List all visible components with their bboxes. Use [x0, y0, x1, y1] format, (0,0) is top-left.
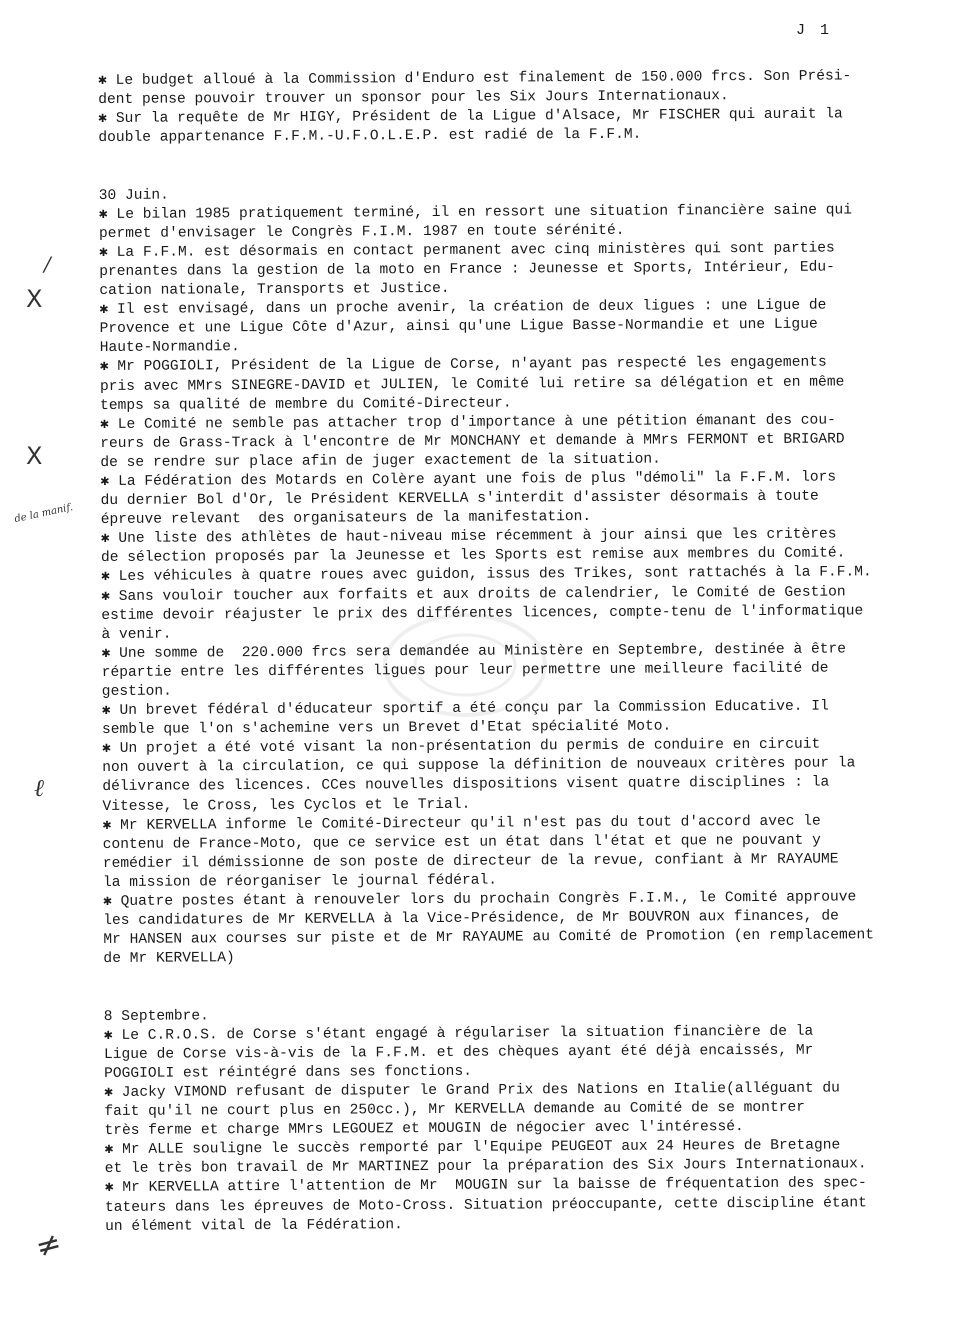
text-line: répartie entre les différentes ligues pour leur permettre une meilleure facilité de	[101, 660, 829, 681]
text-line: Haute-Normandie.	[99, 339, 240, 357]
margin-note-cross-2: X	[26, 442, 43, 470]
text-line: très ferme et charge MMrs LEGOUEZ et MOUGIN de négocier avec l'intéressé.	[104, 1119, 744, 1140]
margin-note-handwritten: de la manif.	[13, 501, 74, 526]
text-line: les candidatures de Mr KERVELLA à la Vice-Présidence, de Mr BOUVRON aux finances, de	[103, 908, 839, 930]
text-line: double appartenance F.F.M.-U.F.O.L.E.P. est radié de la F.F.M.	[98, 126, 642, 147]
text-line: remédier il démissionne de son poste de directeur de la revue, confiant à Mr RAYAUME	[102, 851, 839, 872]
text-line: permet d'envisager le Congrès F.I.M. 1987 en toute sérénité.	[98, 222, 625, 242]
text-line: fait qu'il ne court plus en 250cc.), Mr KERVELLA demande au Comité de se montrer	[104, 1099, 806, 1121]
text-line: ✱ Il est envisagé, dans un proche avenir, la création de deux ligues : une Ligue de	[99, 297, 827, 319]
text-line: de se rendre sur place afin de juger exactement de la situation.	[100, 451, 661, 471]
text-line: ✱ Une liste des athlètes de haut-niveau mise récemment à jour ainsi que les critères	[100, 526, 837, 548]
text-line: ✱ Le C.R.O.S. de Corse s'étant engagé à régulariser la situation financière de la	[103, 1023, 814, 1044]
text-line: ✱ Quatre postes étant à renouveler lors du prochain Congrès F.I.M., le Comité approuve	[103, 889, 857, 911]
text-line: contenu de France-Moto, que ce service est un état dans l'état et que ne pouvant y	[102, 832, 821, 853]
text-line: ✱ Mr KERVELLA informe le Comité-Directeur qu'il n'est pas du tout d'accord avec le	[102, 813, 821, 834]
text-line: Ligue de Corse vis-à-vis de la F.F.M. et des chèques ayant été déjà encaissés, Mr	[103, 1042, 814, 1063]
text-line: Mr HANSEN aux courses sur piste et de Mr RAYAUME au Comité de Promotion (en remplacement	[103, 927, 875, 949]
text-line: ✱ Un projet a été voté visant la non-présentation du permis de conduire en circuit	[102, 736, 821, 758]
text-line: la mission de réorganiser le journal fédéral.	[102, 872, 498, 891]
text-line: dent pense pouvoir trouver un sponsor pour les Six Jours Internationaux.	[98, 88, 729, 109]
text-line: de sélection proposés par la Jeunesse et les Sports est remise aux membres du Comité.	[100, 545, 846, 567]
text-line: ✱ Les véhicules à quatre roues avec guidon, issus des Trikes, sont rattachés à la F.F.M.	[101, 564, 872, 586]
text-line: Vitesse, le Cross, les Cyclos et le Trial.	[102, 796, 471, 815]
text-line: ✱ Mr POGGIOLI, Président de la Ligue de Corse, n'ayant pas respecté les engagements	[99, 354, 827, 376]
text-line: de Mr KERVELLA)	[103, 950, 235, 968]
text-line: ✱ La Fédération des Motards en Colère ayant une fois de plus "démoli" la F.F.M. lors	[100, 469, 837, 490]
text-line: ✱ Un brevet fédéral d'éducateur sportif a été conçu par la Commission Educative. Il	[101, 698, 829, 720]
text-line: ✱ Jacky VIMOND refusant de disputer le Grand Prix des Nations en Italie(alléguant du	[104, 1080, 840, 1101]
text-line: ✱ Le Comité ne semble pas attacher trop d'importance à une pétition émanant des cou-	[100, 412, 836, 433]
text-line: à venir.	[101, 626, 172, 643]
text-line: ✱ La F.F.M. est désormais en contact permanent avec cinq ministères qui sont parties	[99, 240, 835, 261]
text-line: ✱ Sans vouloir toucher aux forfaits et aux droits de calendrier, le Comité de Gestion	[101, 583, 846, 605]
watermark-stamp	[380, 610, 550, 720]
margin-note-loop: ℓ	[34, 774, 44, 802]
text-line: gestion.	[101, 683, 172, 700]
margin-note-scribble: ≠	[31, 1225, 66, 1266]
text-line: ✱ Le bilan 1985 pratiquement terminé, il en ressort une situation financière saine qui	[98, 202, 853, 223]
text-line: ✱ Le budget alloué à la Commission d'Enduro est finalement de 150.000 frcs. Son Prési-	[98, 68, 852, 89]
margin-note-cross-1: X	[26, 285, 43, 313]
text-line: 8 Septembre.	[103, 1007, 209, 1025]
text-line: ✱ Mr ALLE souligne le succès remporté par l'Equipe PEUGEOT aux 24 Heures de Bretagne	[104, 1137, 841, 1159]
text-line: et le très bon travail de Mr MARTINEZ pour la préparation des Six Jours Internationaux.	[104, 1156, 867, 1178]
text-line: épreuve relevant des organisateurs de la manifestation.	[100, 509, 592, 529]
text-line: cation nationale, Transports et Justice.	[99, 280, 450, 300]
text-line: semble que l'on s'achemine vers un Brevet d'Etat spécialité Moto.	[101, 718, 672, 739]
text-line: non ouvert à la circulation, ce qui suppose la définition de nouveaux critères pour la	[102, 755, 856, 777]
text-line: tateurs dans les épreuves de Moto-Cross. Situation préoccupante, cette discipline étant	[104, 1194, 867, 1216]
text-line: ✱ Sur la requête de Mr HIGY, Président de la Ligue d'Alsace, Mr FISCHER qui aurait la	[98, 106, 843, 128]
page-number: J 1	[796, 22, 833, 39]
text-line: prenantes dans la gestion de la moto en France : Jeunesse et Sports, Intérieur, Edu-	[99, 259, 835, 280]
text-line: ✱ Mr KERVELLA attire l'attention de Mr MOUGIN sur la baisse de fréquentation des spec-	[104, 1175, 867, 1197]
margin-note-slash: /	[44, 252, 51, 276]
text-line: 30 Juin.	[98, 187, 169, 204]
text-line: du dernier Bol d'Or, le Président KERVELLA s'interdit d'assister désormais à toute	[100, 488, 819, 510]
text-line: un élément vital de la Fédération.	[105, 1216, 403, 1235]
text-line: ✱ Une somme de 220.000 frcs sera demandée au Ministère en Septembre, destinée à être	[101, 641, 847, 662]
text-line: temps sa qualité de membre du Comité-Directeur.	[99, 395, 512, 414]
text-line: pris avec MMrs SINEGRE-DAVID et JULIEN, le Comité lui retire sa délégation et en même	[99, 373, 845, 395]
text-line: POGGIOLI est réintégré dans ses fonctions.	[104, 1063, 472, 1082]
text-line: délivrance des licences. CCes nouvelles dispositions visent quatre disciplines : la	[102, 775, 830, 796]
text-line: estime devoir réajuster le prix des différentes licences, compte-tenu de l'informatique	[101, 602, 864, 624]
text-line: reurs de Grass-Track à l'encontre de Mr MONCHANY et demande à MMrs FERMONT et BRIGARD	[100, 431, 845, 452]
text-line: Provence et une Ligue Côte d'Azur, ainsi qu'une Ligue Basse-Normandie et une Ligue	[99, 316, 818, 338]
